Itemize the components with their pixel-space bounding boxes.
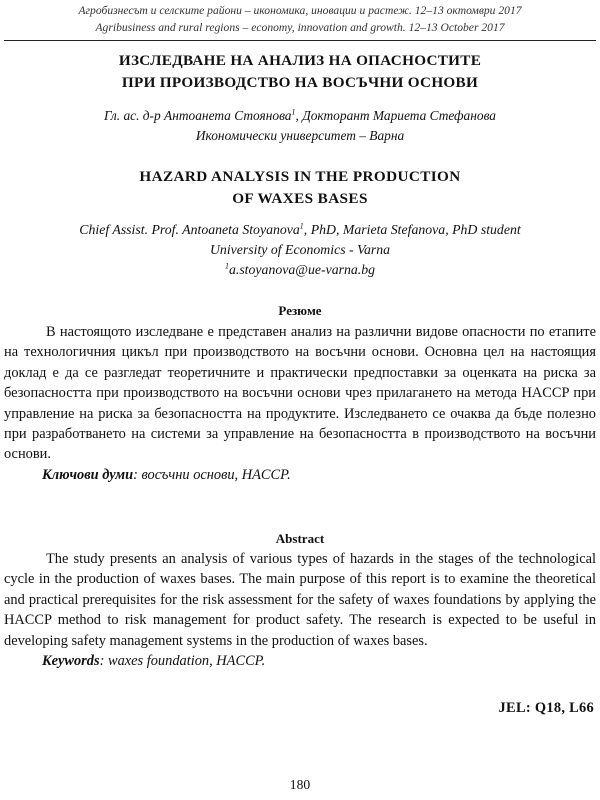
abstract-paragraph: The study presents an analysis of various types of hazards in the stages of the technological cycle in the production of waxes bases. The main purpose of this report is to examine the theoretical and practical prerequisites for the risk assessment for the safety of waxes foundations by applying the HACCP method to risk management for product safety. The research is expected to be useful in developing safety management systems in the production of waxes bases. bbox=[4, 551, 596, 649]
title-en-line1: HAZARD ANALYSIS IN THE PRODUCTION bbox=[139, 168, 461, 185]
authors-bg-names bbox=[0, 106, 600, 126]
jel-classification: JEL: Q18, L66 bbox=[498, 700, 594, 716]
email-footnote: 1 bbox=[224, 261, 229, 271]
resume-keywords bbox=[4, 465, 596, 485]
author-bg-1: Гл. ас. д-р Антоанета Стоянова bbox=[104, 108, 292, 123]
resume-body bbox=[4, 322, 596, 485]
title-bg-line1: ИЗСЛЕДВАНЕ НА АНАЛИЗ НА ОПАСНОСТИТЕ bbox=[118, 52, 482, 69]
resume-keywords-label: Ключови думи bbox=[42, 466, 134, 483]
running-header bbox=[0, 2, 600, 36]
running-header-en: Agribusiness and rural regions – economy, innovation and growth. 12–13 October 2017 bbox=[95, 21, 505, 34]
affiliation-en: University of Economics - Varna bbox=[209, 242, 391, 257]
author-bg-2: , Докторант Мариета Стефанова bbox=[295, 108, 496, 123]
resume-keywords-text: : восъчни основи, HACCP. bbox=[133, 466, 291, 483]
author-email-line bbox=[0, 260, 600, 280]
author-en-1-footnote: 1 bbox=[299, 221, 304, 231]
title-english bbox=[0, 166, 600, 210]
running-header-bg: Агробизнесът и селските райони – икономика, иновации и растеж. 12–13 октомври 2017 bbox=[78, 4, 522, 17]
title-bulgarian bbox=[0, 50, 600, 94]
abstract-body bbox=[4, 549, 596, 671]
authors-bulgarian bbox=[0, 106, 600, 146]
author-en-1: Chief Assist. Prof. Antoaneta Stoyanova bbox=[79, 222, 300, 237]
header-divider bbox=[4, 40, 596, 41]
abstract-keywords-label: Keywords bbox=[42, 653, 100, 670]
page-number: 180 bbox=[289, 777, 311, 792]
abstract-keywords bbox=[4, 651, 596, 671]
authors-en-names bbox=[0, 220, 600, 240]
author-email[interactable]: a.stoyanova@ue-varna.bg bbox=[228, 262, 376, 277]
authors-english bbox=[0, 220, 600, 280]
title-bg-line2: ПРИ ПРОИЗВОДСТВО НА ВОСЪЧНИ ОСНОВИ bbox=[121, 74, 479, 91]
author-bg-1-footnote: 1 bbox=[291, 107, 296, 117]
affiliation-bg: Икономически университет – Варна bbox=[195, 128, 405, 143]
abstract-heading: Abstract bbox=[275, 531, 325, 546]
resume-heading: Резюме bbox=[278, 303, 322, 318]
resume-paragraph: В настоящото изследване е представен анализ на различни видове опасности по етапите на технологичния цикъл при производството на восъчни основи. Основна цел на настоящия доклад е да се разгледат теоретичните и практически предпоставки за оценката на риска за безопасността при производството на восъчни основи чрез прилагането на метода HACCP при управление на риска за безопасността на продуктите. Изследването се очаква да бъде полезно при разработването на системи за управление на безопасността в производството на восъчни основи. bbox=[4, 324, 596, 463]
author-en-2: , PhD, Marieta Stefanova, PhD student bbox=[303, 222, 521, 237]
title-en-line2: OF WAXES BASES bbox=[232, 190, 368, 207]
abstract-keywords-text: : waxes foundation, HACCP. bbox=[99, 653, 266, 670]
